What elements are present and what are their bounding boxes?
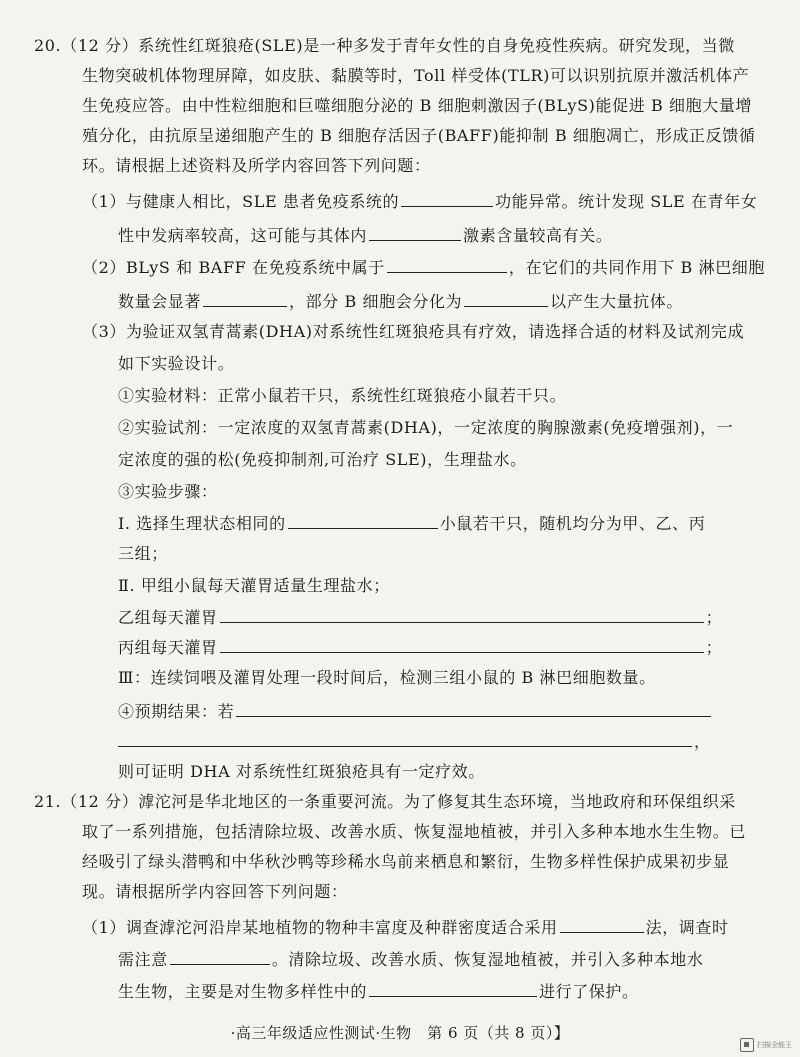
answer-blank[interactable] bbox=[288, 512, 438, 529]
q21-p1b-pre: 需注意 bbox=[118, 950, 168, 969]
answer-blank[interactable] bbox=[203, 290, 287, 307]
q20-part1-line2 bbox=[118, 224, 612, 246]
qr-icon bbox=[740, 1038, 754, 1052]
q20-part2-line1 bbox=[82, 256, 765, 278]
answer-blank[interactable] bbox=[220, 636, 704, 653]
q21-part1-line2 bbox=[118, 948, 703, 970]
q21-p1c-post: 进行了保护。 bbox=[539, 982, 639, 1001]
q20-p1b-post: 激素含量较高有关。 bbox=[463, 226, 613, 245]
q20-yi-post: ； bbox=[705, 608, 723, 627]
q21-line-1: 21.（12 分）滹沱河是华北地区的一条重要河流。为了修复其生态环境，当地政府和环保组织采 bbox=[34, 792, 736, 811]
q20-group-yi bbox=[118, 606, 722, 628]
q21-p1a-pre: （1）调查滹沱河沿岸某地植物的物种丰富度及种群密度适合采用 bbox=[82, 918, 558, 937]
q20-line-2: 生物突破机体物理屏障，如皮肤、黏膜等时，Toll 样受体(TLR)可以识别抗原并激活机体产 bbox=[82, 66, 750, 85]
q21-p1a-post: 法，调查时 bbox=[645, 918, 729, 937]
q20-step1-line1 bbox=[118, 512, 705, 534]
q20-step1-line2: 三组； bbox=[118, 544, 168, 563]
q20-step3: Ⅲ：连续饲喂及灌胃处理一段时间后，检测三组小鼠的 B 淋巴细胞数量。 bbox=[118, 668, 656, 687]
q20-bing-pre: 丙组每天灌胃 bbox=[118, 638, 218, 657]
answer-blank[interactable] bbox=[560, 916, 644, 933]
scanner-watermark bbox=[740, 1038, 792, 1052]
q21-line-2: 取了一系列措施，包括清除垃圾、改善水质、恢复湿地植被，并引入多种本地水生生物。已 bbox=[82, 822, 747, 841]
answer-blank[interactable] bbox=[369, 980, 537, 997]
q20-materials: ①实验材料：正常小鼠若干只，系统性红斑狼疮小鼠若干只。 bbox=[118, 386, 567, 405]
page-footer: ·高三年级适应性测试·生物 第 6 页（共 8 页）】 bbox=[230, 1024, 570, 1042]
q20-p2b-pre: 数量会显著 bbox=[118, 292, 202, 311]
q20-p2a-pre: （2）BLyS 和 BAFF 在免疫系统中属于 bbox=[82, 258, 385, 277]
q20-part1-line1 bbox=[82, 190, 757, 212]
q20-bing-post: ； bbox=[705, 638, 723, 657]
q20-prediction-line1 bbox=[118, 700, 713, 722]
q20-yi-pre: 乙组每天灌胃 bbox=[118, 608, 218, 627]
q20-part3-line1: （3）为验证双氢青蒿素(DHA)对系统性红斑狼疮具有疗效，请选择合适的材料及试剂完成 bbox=[82, 322, 745, 341]
q20-line-1: 20.（12 分）系统性红斑狼疮(SLE)是一种多发于青年女性的自身免疫性疾病。研究发现，当微 bbox=[34, 36, 735, 55]
answer-blank[interactable] bbox=[220, 606, 704, 623]
q20-p1a-pre: （1）与健康人相比，SLE 患者免疫系统的 bbox=[82, 192, 400, 211]
q20-reagents-line2: 定浓度的强的松(免疫抑制剂,可治疗 SLE)，生理盐水。 bbox=[118, 450, 527, 469]
q21-p1b-post: 。清除垃圾、改善水质、恢复湿地植被，并引入多种本地水 bbox=[271, 950, 704, 969]
q20-part3-line2: 如下实验设计。 bbox=[118, 354, 235, 373]
q20-conclusion: 则可证明 DHA 对系统性红斑狼疮具有一定疗效。 bbox=[118, 762, 485, 781]
answer-blank[interactable] bbox=[369, 224, 461, 241]
q20-p1b-pre: 性中发病率较高，这可能与其体内 bbox=[118, 226, 368, 245]
answer-blank[interactable] bbox=[170, 948, 270, 965]
q20-step2: Ⅱ. 甲组小鼠每天灌胃适量生理盐水； bbox=[118, 576, 390, 595]
answer-blank[interactable] bbox=[118, 730, 692, 747]
q20-p2b-post: 以产生大量抗体。 bbox=[550, 292, 683, 311]
answer-blank[interactable] bbox=[387, 256, 507, 273]
q20-p2b-mid: ，部分 B 细胞会分化为 bbox=[289, 292, 463, 311]
q21-line-3: 经吸引了绿头潜鸭和中华秋沙鸭等珍稀水鸟前来栖息和繁衍，生物多样性保护成果初步显 bbox=[82, 852, 730, 871]
q20-s1a-post: 小鼠若干只，随机均分为甲、乙、丙 bbox=[439, 514, 706, 533]
q20-steps-heading: ③实验步骤： bbox=[118, 482, 218, 501]
q20-line-3: 生免疫应答。由中性粒细胞和巨噬细胞分泌的 B 细胞刺激因子(BLyS)能促进 B 细胞大量增 bbox=[82, 96, 753, 115]
q20-group-bing bbox=[118, 636, 722, 658]
q20-pred-post: ， bbox=[694, 732, 711, 751]
watermark-text: 扫描全能王 bbox=[757, 1041, 792, 1049]
q20-part2-line2 bbox=[118, 290, 683, 312]
q20-prediction-line2 bbox=[118, 730, 711, 752]
q20-reagents-line1: ②实验试剂：一定浓度的双氢青蒿素(DHA)，一定浓度的胸腺激素(免疫增强剂)，一 bbox=[118, 418, 734, 437]
answer-blank[interactable] bbox=[464, 290, 548, 307]
q20-s1a-pre: Ⅰ. 选择生理状态相同的 bbox=[118, 514, 286, 533]
q20-line-5: 环。请根据上述资料及所学内容回答下列问题： bbox=[82, 156, 431, 175]
q20-line-4: 殖分化，由抗原呈递细胞产生的 B 细胞存活因子(BAFF)能抑制 B 细胞凋亡，形成正反馈循 bbox=[82, 126, 756, 145]
q21-p1c-pre: 生生物，主要是对生物多样性中的 bbox=[118, 982, 368, 1001]
q21-part1-line3 bbox=[118, 980, 639, 1002]
q21-line-4: 现。请根据所学内容回答下列问题： bbox=[82, 882, 348, 901]
answer-blank[interactable] bbox=[236, 700, 711, 717]
q20-pred-pre: ④预期结果：若 bbox=[118, 702, 235, 721]
q20-p2a-post: ，在它们的共同作用下 B 淋巴细胞 bbox=[508, 258, 765, 277]
q20-p1a-post: 功能异常。统计发现 SLE 在青年女 bbox=[495, 192, 758, 211]
q21-part1-line1 bbox=[82, 916, 729, 938]
answer-blank[interactable] bbox=[401, 190, 493, 207]
